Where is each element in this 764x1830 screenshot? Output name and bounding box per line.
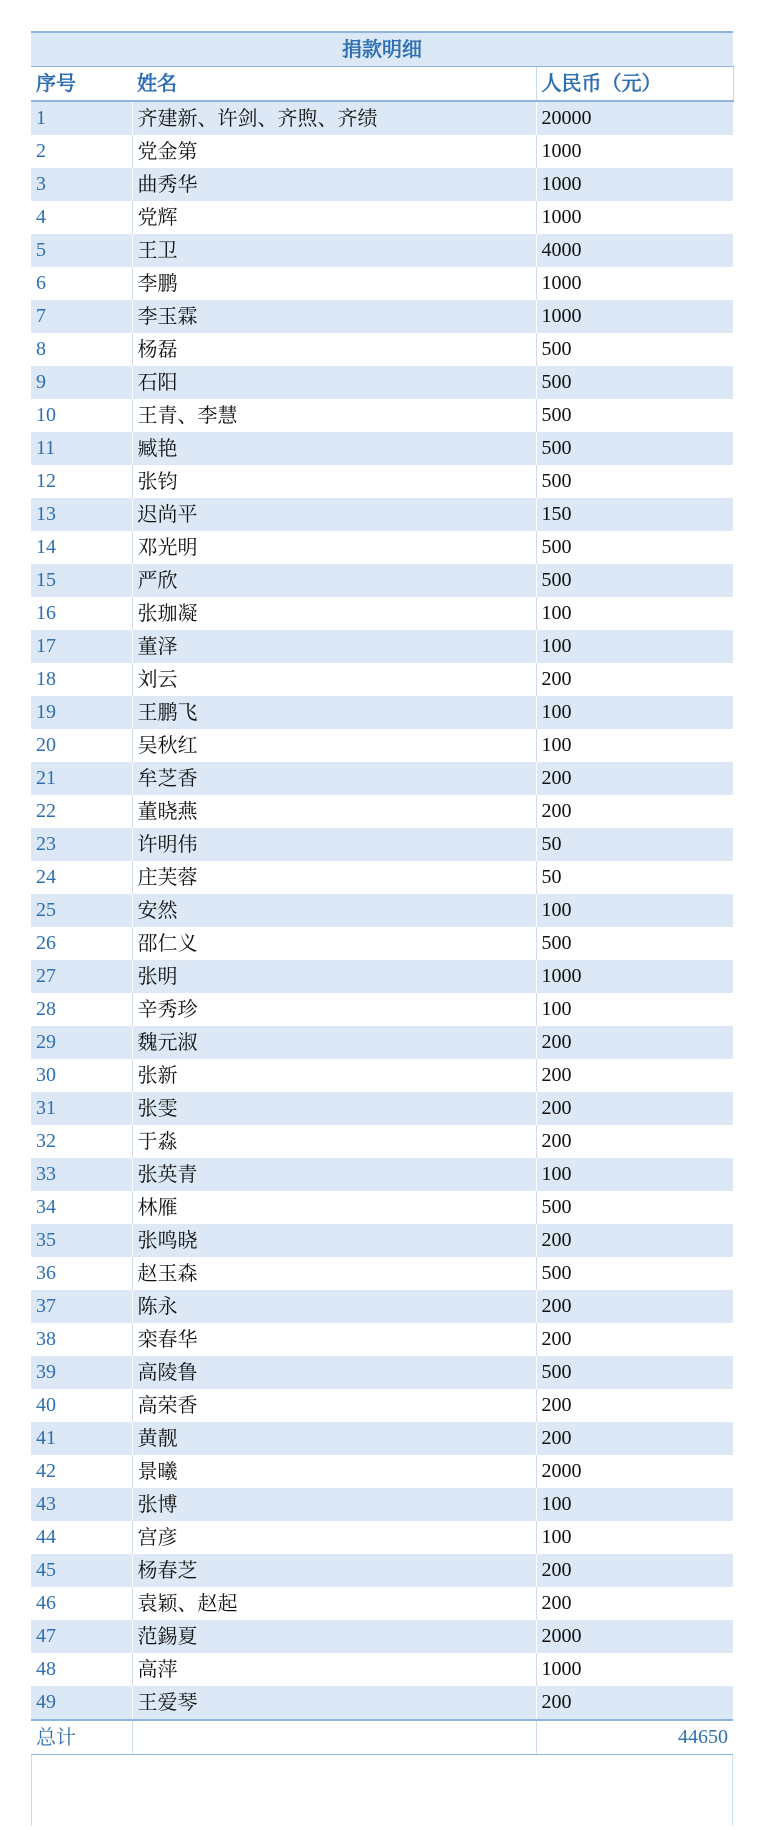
- row-name: 王爱琴: [132, 1686, 536, 1720]
- row-name: 董泽: [132, 630, 536, 663]
- table-row: [31, 630, 733, 663]
- row-amount: 500: [536, 1257, 733, 1290]
- row-index: 5: [31, 234, 132, 267]
- row-index: 7: [31, 300, 132, 333]
- row-index: 44: [31, 1521, 132, 1554]
- row-amount: 500: [536, 366, 733, 399]
- row-amount: 1000: [536, 1653, 733, 1686]
- total-name-cell: [132, 1720, 536, 1755]
- row-amount: 1000: [536, 267, 733, 300]
- row-name: 高陵鲁: [132, 1356, 536, 1389]
- table-row: [31, 531, 733, 564]
- table-row: [31, 597, 733, 630]
- header-row: [31, 67, 733, 102]
- row-name: 党辉: [132, 201, 536, 234]
- row-index: 6: [31, 267, 132, 300]
- table-title: 捐款明细: [31, 32, 733, 67]
- row-amount: 200: [536, 1323, 733, 1356]
- row-index: 47: [31, 1620, 132, 1653]
- row-name: 张雯: [132, 1092, 536, 1125]
- row-name: 李鹏: [132, 267, 536, 300]
- row-amount: 500: [536, 465, 733, 498]
- table-row: [31, 300, 733, 333]
- table-row: [31, 1422, 733, 1455]
- row-index: 26: [31, 927, 132, 960]
- table-row: [31, 1257, 733, 1290]
- row-amount: 1000: [536, 960, 733, 993]
- row-index: 19: [31, 696, 132, 729]
- row-name: 刘云: [132, 663, 536, 696]
- table-row: [31, 101, 733, 135]
- row-amount: 200: [536, 663, 733, 696]
- row-amount: 100: [536, 993, 733, 1026]
- row-amount: 100: [536, 1158, 733, 1191]
- row-index: 28: [31, 993, 132, 1026]
- table-row: [31, 993, 733, 1026]
- row-index: 36: [31, 1257, 132, 1290]
- row-name: 张钧: [132, 465, 536, 498]
- row-amount: 500: [536, 1356, 733, 1389]
- table-row: [31, 1125, 733, 1158]
- row-amount: 200: [536, 1422, 733, 1455]
- row-index: 42: [31, 1455, 132, 1488]
- row-name: 邓光明: [132, 531, 536, 564]
- row-index: 48: [31, 1653, 132, 1686]
- row-amount: 50: [536, 828, 733, 861]
- row-name: 杨春芝: [132, 1554, 536, 1587]
- table-row: [31, 1620, 733, 1653]
- row-name: 严欣: [132, 564, 536, 597]
- table-row: [31, 465, 733, 498]
- row-index: 45: [31, 1554, 132, 1587]
- row-amount: 100: [536, 894, 733, 927]
- table-row: [31, 234, 733, 267]
- row-name: 范錫夏: [132, 1620, 536, 1653]
- row-amount: 200: [536, 1290, 733, 1323]
- row-index: 32: [31, 1125, 132, 1158]
- table-row: [31, 432, 733, 465]
- row-index: 31: [31, 1092, 132, 1125]
- row-name: 景曦: [132, 1455, 536, 1488]
- row-index: 16: [31, 597, 132, 630]
- row-index: 17: [31, 630, 132, 663]
- title-row: [31, 32, 733, 67]
- row-amount: 200: [536, 1554, 733, 1587]
- total-amount: 44650: [536, 1720, 733, 1755]
- row-index: 43: [31, 1488, 132, 1521]
- row-index: 3: [31, 168, 132, 201]
- table-row: [31, 564, 733, 597]
- header-name: 姓名: [132, 67, 536, 102]
- row-name: 辛秀珍: [132, 993, 536, 1026]
- row-amount: 100: [536, 1488, 733, 1521]
- row-name: 高萍: [132, 1653, 536, 1686]
- row-name: 高荣香: [132, 1389, 536, 1422]
- row-index: 23: [31, 828, 132, 861]
- table-body: [31, 101, 733, 1720]
- row-name: 栾春华: [132, 1323, 536, 1356]
- table-row: [31, 1026, 733, 1059]
- row-name: 林雁: [132, 1191, 536, 1224]
- row-amount: 1000: [536, 135, 733, 168]
- row-index: 11: [31, 432, 132, 465]
- row-name: 王卫: [132, 234, 536, 267]
- row-name: 杨磊: [132, 333, 536, 366]
- row-amount: 500: [536, 1191, 733, 1224]
- table-row: [31, 498, 733, 531]
- header-index: 序号: [31, 67, 132, 102]
- table-row: [31, 1224, 733, 1257]
- row-name: 李玉霖: [132, 300, 536, 333]
- table-row: [31, 366, 733, 399]
- row-amount: 200: [536, 1092, 733, 1125]
- row-amount: 1000: [536, 168, 733, 201]
- row-amount: 200: [536, 1125, 733, 1158]
- row-index: 49: [31, 1686, 132, 1720]
- row-amount: 1000: [536, 201, 733, 234]
- row-index: 39: [31, 1356, 132, 1389]
- table-row: [31, 1323, 733, 1356]
- row-index: 38: [31, 1323, 132, 1356]
- table-row: [31, 861, 733, 894]
- row-index: 25: [31, 894, 132, 927]
- row-amount: 200: [536, 795, 733, 828]
- table-row: [31, 201, 733, 234]
- table-row: [31, 1191, 733, 1224]
- table-row: [31, 1158, 733, 1191]
- row-name: 魏元淑: [132, 1026, 536, 1059]
- row-index: 14: [31, 531, 132, 564]
- table-row: [31, 1521, 733, 1554]
- table-row: [31, 1554, 733, 1587]
- row-name: 曲秀华: [132, 168, 536, 201]
- row-index: 4: [31, 201, 132, 234]
- table-row: [31, 333, 733, 366]
- table-row: [31, 663, 733, 696]
- row-amount: 500: [536, 564, 733, 597]
- row-amount: 150: [536, 498, 733, 531]
- row-name: 党金第: [132, 135, 536, 168]
- row-name: 迟尚平: [132, 498, 536, 531]
- row-index: 1: [31, 101, 132, 135]
- row-index: 2: [31, 135, 132, 168]
- row-name: 张珈凝: [132, 597, 536, 630]
- row-index: 24: [31, 861, 132, 894]
- row-name: 张明: [132, 960, 536, 993]
- row-name: 牟芝香: [132, 762, 536, 795]
- table-row: [31, 1488, 733, 1521]
- table-row: [31, 762, 733, 795]
- table-row: [31, 1092, 733, 1125]
- table-row: [31, 1059, 733, 1092]
- row-amount: 200: [536, 1686, 733, 1720]
- total-row: [31, 1720, 733, 1755]
- row-amount: 500: [536, 333, 733, 366]
- row-name: 袁颖、赵起: [132, 1587, 536, 1620]
- row-name: 许明伟: [132, 828, 536, 861]
- row-amount: 100: [536, 597, 733, 630]
- table-row: [31, 894, 733, 927]
- table-row: [31, 960, 733, 993]
- row-amount: 100: [536, 630, 733, 663]
- row-index: 15: [31, 564, 132, 597]
- table-row: [31, 1686, 733, 1720]
- row-amount: 100: [536, 1521, 733, 1554]
- row-name: 赵玉森: [132, 1257, 536, 1290]
- row-amount: 200: [536, 1026, 733, 1059]
- row-amount: 500: [536, 531, 733, 564]
- row-index: 29: [31, 1026, 132, 1059]
- row-index: 27: [31, 960, 132, 993]
- row-name: 臧艳: [132, 432, 536, 465]
- row-name: 张新: [132, 1059, 536, 1092]
- row-amount: 500: [536, 399, 733, 432]
- row-index: 46: [31, 1587, 132, 1620]
- row-index: 41: [31, 1422, 132, 1455]
- table-row: [31, 1653, 733, 1686]
- row-index: 40: [31, 1389, 132, 1422]
- table-row: [31, 1587, 733, 1620]
- row-index: 18: [31, 663, 132, 696]
- row-amount: 2000: [536, 1455, 733, 1488]
- row-name: 张英青: [132, 1158, 536, 1191]
- row-index: 22: [31, 795, 132, 828]
- row-amount: 20000: [536, 101, 733, 135]
- table-row: [31, 1290, 733, 1323]
- row-name: 陈永: [132, 1290, 536, 1323]
- row-index: 30: [31, 1059, 132, 1092]
- row-amount: 200: [536, 1224, 733, 1257]
- table-row: [31, 135, 733, 168]
- row-amount: 500: [536, 927, 733, 960]
- row-amount: 100: [536, 729, 733, 762]
- total-label: 总计: [31, 1720, 132, 1755]
- row-name: 王鹏飞: [132, 696, 536, 729]
- row-name: 庄芙蓉: [132, 861, 536, 894]
- row-index: 20: [31, 729, 132, 762]
- row-name: 齐建新、许剑、齐煦、齐绩: [132, 101, 536, 135]
- row-amount: 2000: [536, 1620, 733, 1653]
- table-row: [31, 927, 733, 960]
- row-index: 9: [31, 366, 132, 399]
- table-row: [31, 696, 733, 729]
- row-index: 33: [31, 1158, 132, 1191]
- table-row: [31, 168, 733, 201]
- table-row: [31, 267, 733, 300]
- table-row: [31, 828, 733, 861]
- row-name: 张博: [132, 1488, 536, 1521]
- row-name: 吴秋红: [132, 729, 536, 762]
- row-amount: 200: [536, 762, 733, 795]
- table-row: [31, 1356, 733, 1389]
- row-index: 10: [31, 399, 132, 432]
- row-name: 黄靓: [132, 1422, 536, 1455]
- table-row: [31, 795, 733, 828]
- row-name: 邵仁义: [132, 927, 536, 960]
- row-amount: 4000: [536, 234, 733, 267]
- row-amount: 500: [536, 432, 733, 465]
- table-row: [31, 1455, 733, 1488]
- row-index: 12: [31, 465, 132, 498]
- row-amount: 100: [536, 696, 733, 729]
- row-amount: 200: [536, 1389, 733, 1422]
- row-index: 21: [31, 762, 132, 795]
- header-amount: 人民币（元）: [536, 67, 733, 102]
- row-name: 石阳: [132, 366, 536, 399]
- row-index: 34: [31, 1191, 132, 1224]
- row-index: 37: [31, 1290, 132, 1323]
- row-index: 13: [31, 498, 132, 531]
- row-name: 董晓燕: [132, 795, 536, 828]
- table-row: [31, 399, 733, 432]
- donation-table: [31, 31, 734, 1755]
- row-amount: 200: [536, 1059, 733, 1092]
- row-index: 8: [31, 333, 132, 366]
- table-row: [31, 1389, 733, 1422]
- row-amount: 1000: [536, 300, 733, 333]
- row-name: 王青、李慧: [132, 399, 536, 432]
- row-name: 宫彦: [132, 1521, 536, 1554]
- row-amount: 200: [536, 1587, 733, 1620]
- row-amount: 50: [536, 861, 733, 894]
- row-name: 安然: [132, 894, 536, 927]
- row-name: 张鸣晓: [132, 1224, 536, 1257]
- table-row: [31, 729, 733, 762]
- row-index: 35: [31, 1224, 132, 1257]
- row-name: 于淼: [132, 1125, 536, 1158]
